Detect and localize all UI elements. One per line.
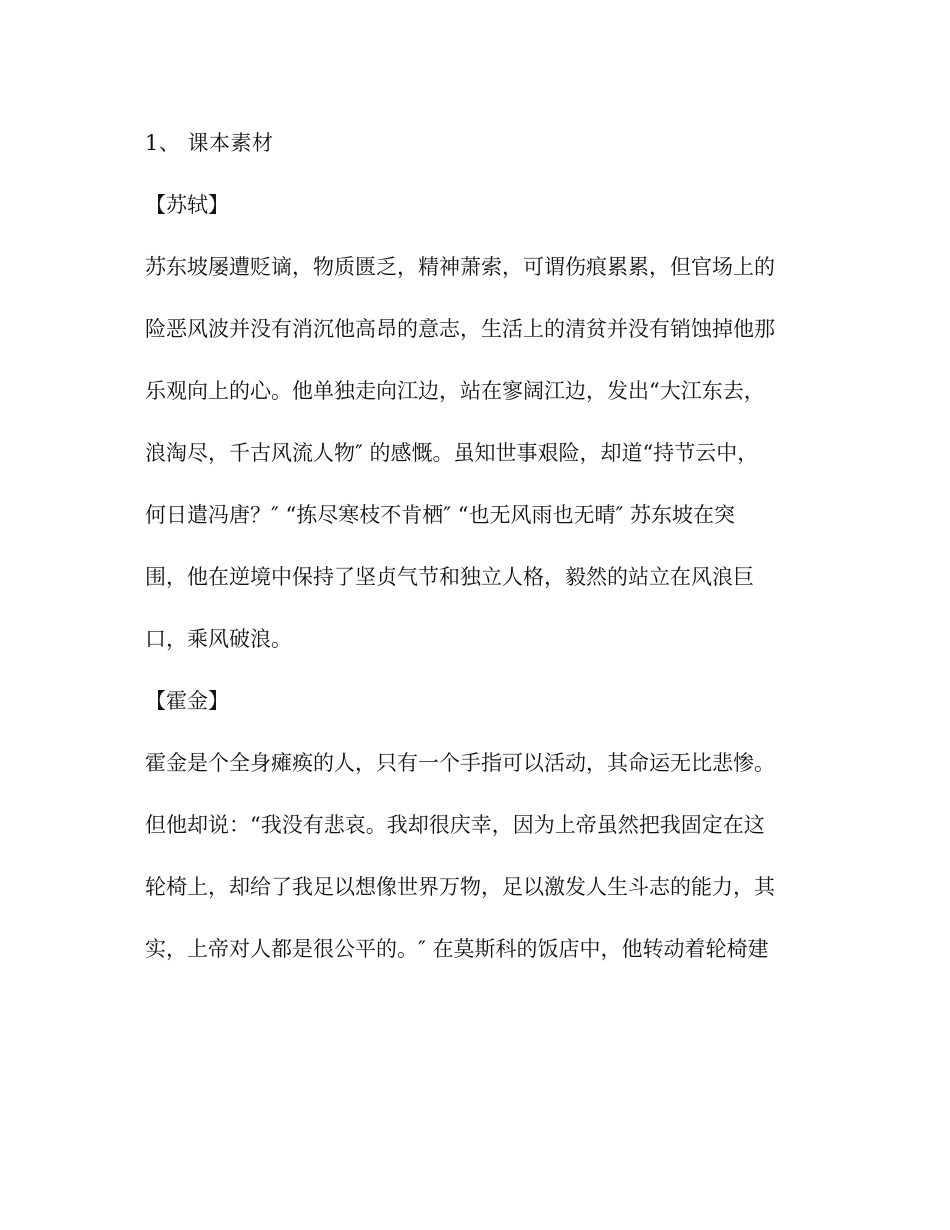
paragraph-line: 苏东坡屡遭贬谪，物质匮乏，精神萧索，可谓伤痕累累，但官场上的 bbox=[145, 255, 775, 279]
paragraph-line: 浪淘尽，千古风流人物″ 的感慨。虽知世事艰险，却道“持节云中， bbox=[145, 441, 759, 465]
paragraph-line: 乐观向上的心。他单独走向江边，站在寥阔江边，发出“大江东去， bbox=[145, 379, 765, 403]
paragraph-line: 但他却说：“我没有悲哀。我却很庆幸，因为上帝虽然把我固定在这 bbox=[145, 813, 765, 837]
paragraph-line: 霍金是个全身瘫痪的人，只有一个手指可以活动，其命运无比悲惨。 bbox=[145, 751, 775, 775]
paragraph-line: 何日遣冯唐？″ “拣尽寒枝不肯栖″ “也无风雨也无晴″ 苏东坡在突 bbox=[145, 503, 736, 527]
paragraph-line: 围，他在逆境中保持了坚贞气节和独立人格，毅然的站立在风浪巨 bbox=[145, 565, 754, 589]
paragraph-line: 险恶风波并没有消沉他高昂的意志，生活上的清贫并没有销蚀掉他那 bbox=[145, 317, 775, 341]
subheading-hawking: 【霍金】 bbox=[145, 689, 229, 713]
paragraph-line: 口，乘风破浪。 bbox=[145, 627, 292, 651]
paragraph-line: 实，上帝对人都是很公平的。″ 在莫斯科的饭店中，他转动着轮椅建 bbox=[145, 937, 769, 961]
subheading-su-shi: 【苏轼】 bbox=[145, 193, 229, 217]
paragraph-line: 轮椅上，却给了我足以想像世界万物，足以激发人生斗志的能力，其 bbox=[145, 875, 775, 899]
document-body bbox=[145, 124, 810, 992]
section-heading: 1、 课本素材 bbox=[145, 131, 274, 155]
